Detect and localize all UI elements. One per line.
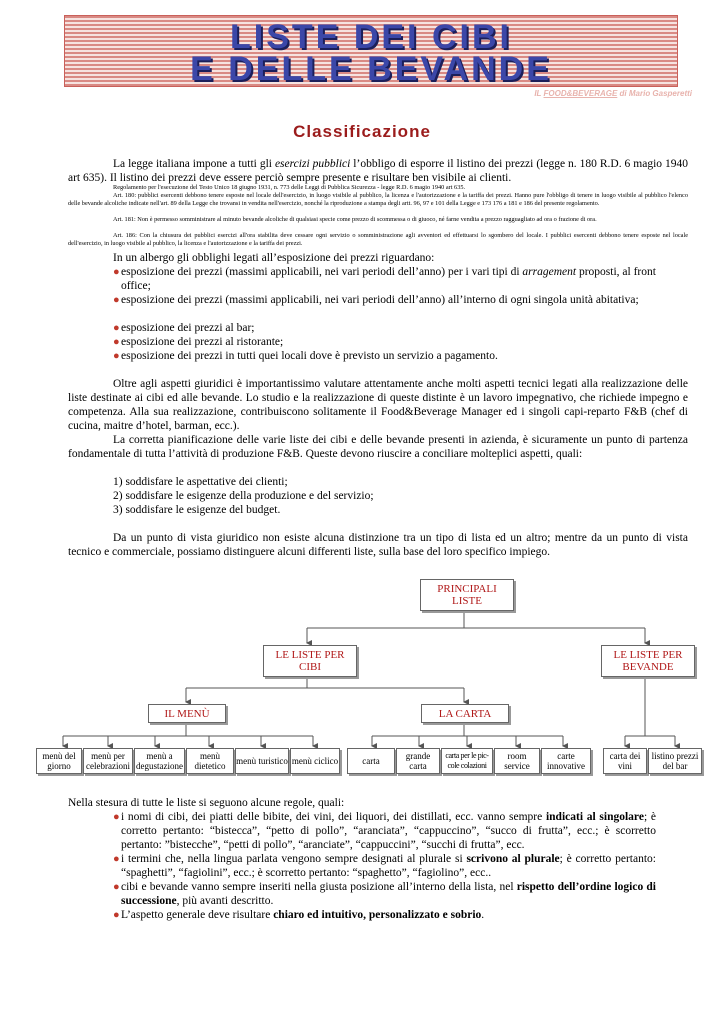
bullet-icon: ●	[113, 909, 120, 921]
paragraph-classification: Da un punto di vista giuridico non esiste alcuna distinzione tra un tipo di lista ed un altro; mentre da un punto di vista tecnico e commerciale, possiamo distinguere alcuni differenti liste, sulla base del loro specifico impiego.	[68, 532, 688, 558]
list-item: ● cibi e bevande vanno sempre inseriti nella giusta posizione all’interno della lista, nel rispetto dell’ordine logico di successione, più avanti descritto.	[113, 881, 656, 907]
law-note-1: Regolamento per l'esecuzione del Testo Unico 18 giugno 1931, n. 773 delle Leggi di Pubblica Sicurezza - legge R.D. 6 magio 1940 art 635.	[113, 184, 466, 191]
bullet-icon: ●	[113, 811, 120, 823]
list-item: ● esposizione dei prezzi al bar;	[113, 322, 255, 334]
bullet-icon: ●	[113, 322, 120, 334]
diagram-carta-box: LA CARTA	[421, 704, 509, 723]
bullet-icon: ●	[113, 881, 120, 893]
banner-title-line2: E DELLE BEVANDE	[190, 50, 552, 88]
intro-paragraph: La legge italiana impone a tutti gli esercizi pubblici l’obbligo di esporre il listino dei prezzi (legge n. 180 R.D. 6 magio 1940 art 635). Il listino dei prezzi deve essere perciò sempre presente e risultare ben visibile ai clienti.	[68, 158, 688, 184]
paragraph-planning: La corretta pianificazione delle varie liste dei cibi e delle bevande presenti in azienda, è sicuramente un punto di partenza fondamentale di tutta l’attività di produzione F&B. Queste devono riuscire a conciliare molteplici aspetti, quali:	[68, 434, 688, 460]
bevande-leaf: carta dei vini	[603, 748, 647, 774]
menu-leaf: menù per celebrazioni	[83, 748, 133, 774]
carta-leaf: room service	[494, 748, 540, 774]
hotel-intro: In un albergo gli obblighi legati all’esposizione dei prezzi riguardano:	[113, 252, 435, 264]
bullet-icon: ●	[113, 294, 120, 306]
carta-leaf: carte innovative	[541, 748, 591, 774]
menu-leaf: menù ciclico	[290, 748, 340, 774]
byline: IL FOOD&BEVERAGE di Mario Gasperetti	[534, 89, 692, 98]
list-item: ● esposizione dei prezzi (massimi applicabili, nei vari periodi dell’anno) all’interno di ogni singola unità abitativa;	[113, 294, 639, 306]
list-item: ● i nomi di cibi, dei piatti delle bibite, dei vini, dei liquori, dei distillati, ecc. vanno sempre indicati al singolare; è corretto pertanto: “bistecca”, “petto di pollo”, “aranciata”, “cappuccino”, “succo di frutta”, ecc.; è scorretto pertanto: ”bistecche”, “petti di pollo”, “aranciate”, “cappuccini”, “succhi di frutta”, ecc.	[113, 811, 656, 851]
point-3: 3) soddisfare le esigenze del budget.	[113, 504, 281, 516]
law-note-2: Art. 180: pubblici esercenti debbono tenere esposte nel locale dell'esercizio, in luogo visibile al pubblico, la licenza e l'autorizzazione e la tariffa dei prezzi. Hanno pure l'obbligo di tenere in luogo visibile al pubblico l'elenco delle bevande alcoliche indicate nell'art. 89 della Legge che trovansi in vendita nell'esercizio, nonché la riproduzione a stampa degli artt. 96, 97 e 101 della Legge e 173 176 a 181 e 186 del presente regolamento.	[68, 192, 688, 207]
law-note-3: Art. 181: Non è permesso somministrare al minuto bevande alcoliche di qualsiasi specie come prezzo di scommessa o di giuoco, né farne vendita a prezzo ragguagliato ad ora o frazione di ora.	[113, 216, 597, 223]
point-2: 2) soddisfare le esigenze della produzione e del servizio;	[113, 490, 374, 502]
list-item: ● esposizione dei prezzi (massimi applicabili, nei vari periodi dell’anno) per i vari tipi di arragement proposti, al front office;	[113, 266, 656, 292]
carta-leaf: grande carta	[396, 748, 440, 774]
rules-intro: Nella stesura di tutte le liste si seguono alcune regole, quali:	[68, 797, 345, 809]
list-item: ● esposizione dei prezzi al ristorante;	[113, 336, 284, 348]
banner-title-line1: LISTE DEI CIBI	[230, 18, 512, 56]
menu-leaf: menù turistico	[235, 748, 289, 774]
menu-leaf: menù a degustazione	[134, 748, 185, 774]
bullet-icon: ●	[113, 336, 120, 348]
diagram-bevande-box: LE LISTE PER BEVANDE	[601, 645, 695, 677]
bullet-icon: ●	[113, 350, 120, 362]
diagram-root-box: PRINCIPALI LISTE	[420, 579, 514, 611]
law-note-4: Art. 186: Con la chiusura dei pubblici esercizi all'ora stabilita deve cessare ogni servizio o somministrazione agli avventori ed effettuarsi lo sgombero del locale. I pubblici esercenti debbono tenere esposte nel locale dell'esercizio, in luogo visibile al pubblico, la licenza e l'autorizzazione e la tariffa dei prezzi.	[68, 232, 688, 247]
list-item: ● L’aspetto generale deve risultare chiaro ed intuitivo, personalizzato e sobrio.	[113, 909, 485, 921]
bullet-icon: ●	[113, 853, 120, 865]
bullet-icon: ●	[113, 266, 120, 278]
bevande-leaf: listino prezzi del bar	[648, 748, 702, 774]
point-1: 1) soddisfare le aspettative dei clienti;	[113, 476, 288, 488]
carta-leaf: carta	[347, 748, 395, 774]
carta-leaf: carta per le pic-cole colazioni	[441, 748, 493, 774]
diagram-menu-box: IL MENÙ	[148, 704, 226, 723]
page-title: Classificazione	[293, 122, 431, 141]
paragraph-technical: Oltre agli aspetti giuridici è importantissimo valutare attentamente anche molti aspetti tecnici legati alla realizzazione delle liste destinate ai cibi ed alle bevande. Lo studio e la realizzazione di queste distinte è un lavoro impegnativo, che richiede impegno e competenza. Alla sua realizzazione, contribuiscono solitamente il Food&Beverage Manager ed i singoli capi-reparto F&B (chef di cucina, maitre d’hotel, barman, ecc.).	[68, 378, 688, 432]
diagram-cibi-box: LE LISTE PER CIBI	[263, 645, 357, 677]
list-item: ● i termini che, nella lingua parlata vengono sempre designati al plurale si scrivono al plurale; è corretto pertanto: “spaghetti”, “fagiolini”, ecc.; è scorretto pertanto: “spaghetto”, “fagiolino”, ecc..	[113, 853, 656, 879]
menu-leaf: menù del giorno	[36, 748, 82, 774]
list-item: ● esposizione dei prezzi in tutti quei locali dove è previsto un servizio a pagamento.	[113, 350, 498, 362]
menu-leaf: menù dietetico	[186, 748, 234, 774]
